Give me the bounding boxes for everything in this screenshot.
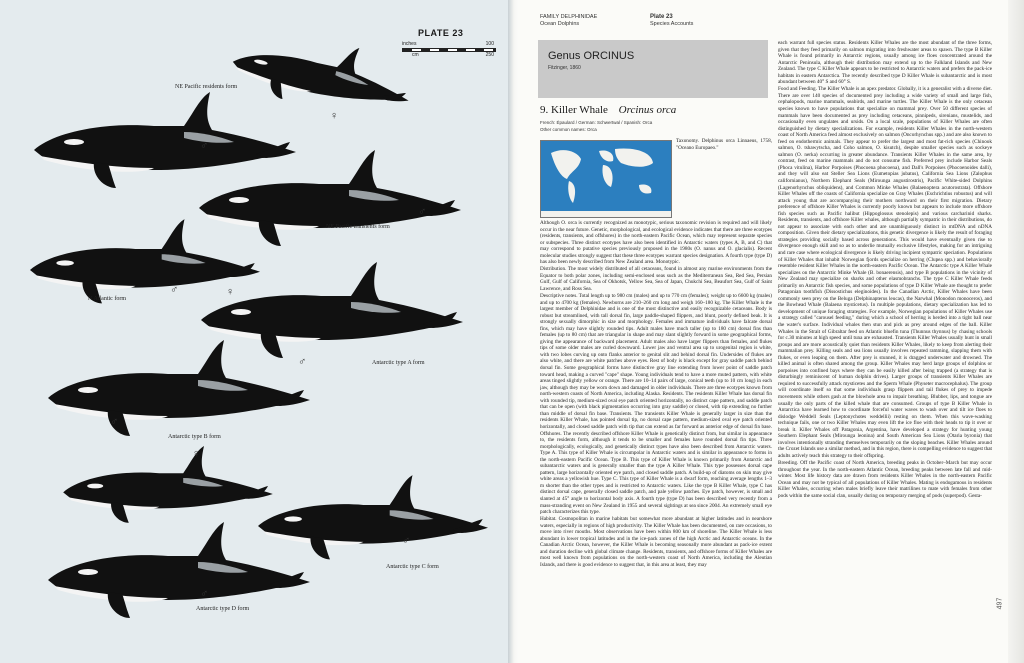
- page-number: 497: [996, 597, 1004, 610]
- female-symbol: ♀: [192, 448, 201, 460]
- text-column-1-top: [676, 138, 772, 220]
- world-map-graphic: [541, 141, 671, 217]
- habitat-paragraph: Habitat. Cosmopolitan in marine habitats but somewhat more abundant at higher latitudes and in nearshore waters, especially in regions of high productivity. The Killer Whale has been documented, on rare occasions, to move into river mouths. Most observations have been within 800 km of shoreline. The Killer Whale is less abundant in lower tropical latitudes and in the ice-pack zones of the high Arctic and Antarctic oceans. In the Canadian Arctic Ocean, however, the Killer Whale is becoming seasonally more abundant as pack-ice extent and duration decline with global climate change. Residents, transients, and offshore forms of Killer Whales are most well known from populations on the north-western coast of North America, including the Aleutian Islands, and there is good evidence to suggest that, in this area at least, they may: [540, 516, 772, 568]
- whale-label: Antarctic type A form: [372, 360, 425, 366]
- scale-inches-max: 100: [485, 41, 494, 47]
- orca-antarctic-type-d-male: [44, 522, 314, 622]
- plate-title: PLATE 23: [418, 28, 464, 38]
- species-name: 9. Killer Whale: [540, 104, 608, 116]
- whale-label: NE Pacific residents form: [175, 84, 238, 90]
- text-column-2: [778, 40, 992, 652]
- size-scale-bar: [402, 41, 494, 61]
- scale-cm-label: cm: [412, 52, 419, 58]
- running-header-family: [540, 14, 597, 28]
- female-symbol: ♀: [226, 286, 235, 298]
- family-name: FAMILY DELPHINIDAE: [540, 14, 598, 20]
- male-symbol: ♂: [200, 140, 209, 152]
- whale-label: NE Pacific transients form: [326, 224, 390, 230]
- plate-ref: Plate 23: [650, 14, 673, 20]
- scale-inches-label: inches: [402, 41, 417, 47]
- male-symbol: ♂: [298, 356, 307, 368]
- whale-label: Antarctic type D form: [196, 606, 250, 612]
- common-names: [540, 119, 652, 133]
- running-header-plate: [650, 14, 693, 28]
- habitat-continued-paragraph: each warrant full species status. Residents Killer Whales are the most abundant of the three forms, given that they feed primarily on salmon migrating into freshwater areas to spawn. The type B Killer Whale is found primarily in Antarctic regions, usually among ice floes concentrated around the Antarctic Peninsula, although their distribution may extend up to the Falkland Islands and New Zealand. The type C Killer Whale appears to be restricted to Antarctic waters and prefers the pack-ice habitats in eastern Antarctica. The recently described type D Killer Whale is subantarctic and is most abundant between 40° S and 60° S.: [778, 40, 992, 86]
- food-feeding-paragraph: Food and Feeding. The Killer Whale is an apex predator. Globally, it is a generalist with a diverse diet. There are over 140 species of documented prey including a wide variety of small and large fish, cephalopods, marine mammals, seabirds, and marine turtles. The Killer Whale is the only cetacean species known to have populations that specialize on mammal prey. Over 50 different species of mammals have been documented as prey including cetaceans, pinnipeds, sirenians, mustelids, and occasionally even ungulates and ursids. On a local scale, populations of Killer Whales are often distinguished by dietary specializations. For example, residents Killer Whales in the north-western coast of North America feed almost exclusively on salmon (Oncorhynchus spp.) and are also known to feed on endothermic animals. They appear to prefer the largest and most fat-rich species (Chinook salmon, O. tshawytscha, and Coho salmon, O. kisutch), despite smaller species such as sockeye salmon (O. nerka) occurring in greater abundance. Transients Killer Whales in the same area, by contrast, feed on marine mammals and do not consume fish. Preferred prey include Harbor Seals (Phoca vitulina), Harbor Porpoises (Phocoena phocoena), and Dall's Porpoises (Phocoenoides dalli), and they will also eat Steller Sea Lions (Eumetopias jubatus), California Sea Lions (Zalophus californianus), Northern Elephant Seals (Mirounga angustirostris), Pacific White-sided Dolphins (Lagenorhynchus obliquidens), and Common Minke Whales (Balaenoptera acutorostrata). Offshore Killer Whales off the coasts of California specialize on Gray Whales (Eschrichtius robustus) and will attack young that are accompanying their mothers northward on their first migration. Dietary preference of offshore Killer Whales is currently poorly known but appears to include more offshore fish species such as Pacific halibut (Hippoglossus stenolepis) and various carcharinid sharks. Residents, transients, and offshore Killer whales, although partially sympatric in their distributions, do not appear to associate with each other and are unambiguously distinct in mtDNA and nDNA composition. Given their dietary specializations, this genetic divergence is likely the result of foraging strategies providing socially based across generations. This would have eventually given rise to divergence enough skill and so as to underlie mutually exclusive lifestyles, making for an intriguing and rare case where ecological divergence is likely driving incipient sympatric speciation. Populations of Killer Whales that inhabit Norwegian fjords specialize on herring (Clupea spp.) and behaviorally resemble resident Killer Whales in the north-eastern Pacific Ocean. The Antarctic type A Killer Whale specializes on the Antarctic Minke Whale (B. bonaerensis), and type B populations in the vicinity of New Zealand may specialize on sharks and other elasmobranchs. The type C Killer Whale feeds primarily on Antarctic fish species, and some populations of type D Killer Whale are thought to prefer Patagonian toothfish (Dissostichus eleginoides). In the Canadian Arctic, Killer Whales have been commonly seen prey on the Beluga (Delphinapterus leucas), the Narwhal (Monodon monoceros), and the Bowhead Whale (Balaena mysticetus). In multiple populations, dietary specialization has led to development of unique foraging strategies. For example, Norwegian populations of Killer Whales use a strategy called "carousel feeding," during which a school of herring is herded into a tight ball near the water's surface. Individual whales then stun and pick as prey around edges of the ball. Killer Whales in the Strait of Gibraltar feed on Atlantic bluefin tuna (Thunnus thynnus) by chasing schools for c.30 minutes at high speed until tuna are exhausted. Transients Killer Whales usually hunt in small groups and are more acoustically quiet than residents Killer Whales, likely to keep from alerting their mammalian prey. Killing seals and sea lions usually involves repeated ramming, slapping them with flukes, or even leaping on them. After prey is stunned, it is dragged underwater and drowned. The killed animal is often shared among the group. Killer Whales may herd large groups of dolphins or porpoises into confined bays where they can be easily killed after being trapped (a strategy that is disturbingly reminiscent of human dolphin drives). Larger groups of transients Killer Whales are required to successfully attack mysticetes and the Sperm Whale (Physeter macrocephalus). The group will coordinate itself so that some individuals grasp flippers and tail flukes of prey to impede movements while others gash at the blowhole area to impair breathing. Blubber, lips, and tongue are usually the only parts of the killed whale that are consumed. Groups of type B Killer Whale in Antarctica have learned how to coordinate forceful water waves to wash over and tilt ice floes to dislodge Weddell Seals (Leptonychotes weddellii) resting on them. When this wave-washing technique fails, one or two Killer Whales may even lift the ice floe with their heads to tip it over or break it. Killer Whales off Patagonia, Argentina, have developed a strategy for hunting young Southern Elephant Seals (Mirounga leonina) and South American Sea Lions (Otaria byronia) that involves intentionally stranding themselves temporarily on the sloping beaches. Killer Whales around the Crozet Islands use a similar method, and in this region, there is compelling evidence to suggest that adults actively teach this strategy to their offspring.: [778, 86, 992, 459]
- subfamily-name: Ocean Dolphins: [540, 21, 580, 27]
- whale-label: Antarctic type C form: [386, 564, 439, 570]
- orca-antarctic-type-b-female: [58, 446, 278, 526]
- page-edge: [1008, 0, 1024, 663]
- species-latin: Orcinus orca: [618, 104, 677, 116]
- orca-ne-pacific-residents-female: [232, 30, 412, 120]
- book-gutter: [508, 0, 518, 663]
- male-symbol: ♂: [110, 416, 119, 428]
- genus-author: Fitzinger, 1860: [548, 65, 581, 71]
- male-symbol: ♂: [170, 284, 179, 296]
- male-symbol: ♂: [402, 535, 411, 547]
- section-name: Species Accounts: [650, 21, 694, 27]
- genus-name: Genus ORCINUS: [548, 50, 635, 62]
- breeding-paragraph: Breeding. Off the Pacific coast of North America, breeding peaks in October–March but may occur throughout the year. In the north-eastern Atlantic Ocean, breeding peaks between late fall and mid-winter. Most life history data are drawn from residents Killer Whales in the north-eastern Pacific Ocean and may not be typical of all populations of Killer Whales. Mating is endogamous in residents Killer Whales, occurring when males briefly leave their matrilines to mate with females from other pods within the same social clan, usually during on temporary merging of pods (superpod). Gesta-: [778, 460, 992, 499]
- common-names-list: French: Épaulard / German: Schwertwal / Spanish: Orca: [540, 120, 653, 125]
- distribution-paragraph: Distribution. The most widely distributed of all cetaceans, found in almost any marine environments from the Equator to both polar zones, including semi-enclosed seas such as the Mediterranean Sea, Red Sea, Persian Gulf, Gulf of California, Sea of Okhotsk, Yellow Sea, Sea of Japan, Chukchi Sea, Beaufort Sea, Gulf of Saint Lawrence, and Ross Sea.: [540, 266, 772, 292]
- taxonomy-notes-paragraph: Although O. orca is currently recognized as monotypic, serious taxonomic revision is required and will likely occur in the near future. Genetic, morphological, and ecological evidence indicates that there are three ecotypes (residents, transients, and offshores) in the north-eastern Pacific Ocean, which may represent separate species or subspecies. Three distinct ecotypes have also been identified in Antarctic waters (types A, B, and C) that may correspond to putative species previously proposed in the 1980s (O. nanus and O. glacialis). Recent molecular studies strongly suggest that these three ecotypes warrant species designation. A fourth type (type D) has also been newly described from New Zealand area. Monotypic.: [540, 220, 772, 266]
- distribution-map: [540, 140, 672, 218]
- species-title: [540, 104, 676, 116]
- whale-label: Antarctic type B form: [168, 434, 221, 440]
- whale-label: N Atlantic form: [88, 296, 126, 302]
- male-symbol: ♂: [200, 588, 209, 600]
- genus-box: [538, 40, 768, 98]
- other-common-names: Other common names: Orca: [540, 127, 597, 132]
- female-symbol: ♀: [330, 110, 339, 122]
- taxonomy-paragraph: Taxonomy. Delphinus orca Linnaeus, 1758, "Oceano Europaeo.": [676, 138, 772, 151]
- text-column-1: [540, 220, 772, 650]
- male-symbol: ♂: [418, 206, 427, 218]
- descriptive-notes-paragraph: Descriptive notes. Total length up to 980 cm (males) and up to 770 cm (females); weight up to 6600 kg (males) and up to 4700 kg (females). Newborns are 210–260 cm long and weigh 160–180 kg. The Killer Whale is the largest member of Delphinidae and is one of the most distinctive and easily recognizable cetaceans. Body is robust but streamlined, with tall dorsal fin, large paddle-shaped flippers, and blunt, poorly defined beak. It is strongly sexually dimorphic in size and morphology. Females and immature individuals have falcate dorsal fins, which may have slightly rounded tips. Adult males have much taller (up to 180 cm) dorsal fins than females (up to 80 cm) that are triangular in shape and may slant slightly forward in some geographical forms, giving the appearance of backward placement. Adult males also have larger flippers than females, and flukes tips of some older males are curled downward. Lower jaw and ventral area up to urogenital region is white, with two lobes curving up onto flanks anterior to genital slit and behind dorsal fin. Undersides of flukes are also white, and there are white patches above eyes. Rest of body is black except for gray saddle patch behind dorsal fin. Some geographical forms have distinctive gray line extending from lower point of saddle patch toward head, making a curved "cape" shape. Young individuals tend to have a more muted pattern, with white areas tinged slightly yellow or orange. There are 10–14 pairs of large, conical teeth (up to 10 cm long) in each jaw, although they may be worn down and damaged in older individuals. There are three ecotypes known from north-western coasts of North America, including Alaska. Residents. The residents Killer Whale has dorsal fin with rounded tip, medium-sized oval eye patch oriented horizontally, no distinct cape pattern, and saddle patch that can be open (with black pigmentation occurring into gray saddle) or closed, with tip extending no further than middle of dorsal fin base. Transients. The transients Killer Whale is generally larger in size than the residents Killer Whale, has pointed dorsal tip, no dorsal cape pattern, medium-sized oval eye patch oriented horizontally, and closed saddle patch with tip that can extend as far forward as anterior edge of dorsal fin base. Offshores. The recently described offshore Killer Whale is genetically distinct from, but similar in appearance to, the residents form, although it tends to be smaller and females have rounded dorsal fin tips. Three morphologically, ecologically, and genetically distinct types have also been described from Antarctic waters. Type A. This type of Killer Whale is circumpolar in Antarctic waters and is similar in appearance to forms in the north-eastern Pacific Ocean. Type B. This type of Killer Whale is known primarily from Antarctic and subantarctic waters and is generally smaller than the type A Killer Whale. This type possesses dorsal cape pattern, large horizontally oriented eye patch, and closed saddle patch. A build-up of diatoms on skin may give white areas a yellowish hue. Type C. This type of Killer Whale is a dwarf form, reaching average lengths 1–3 m shorter than the other types and is restricted to Antarctic waters. Like the type B Killer Whale, type C has distinct dorsal cape, generally closed saddle patch, and pale yellow patches. Eye patch, however, is small and slanted at 45° angle to horizontal body axis. A fourth type (type D) has been described very recently from a mass-stranding event on New Zealand in 1955 and several sightings at sea since 2004. An extremely small eye patch characterizes this type.: [540, 293, 772, 516]
- orca-antarctic-type-b-male: [44, 340, 314, 440]
- scale-cm-max: 250: [485, 52, 494, 58]
